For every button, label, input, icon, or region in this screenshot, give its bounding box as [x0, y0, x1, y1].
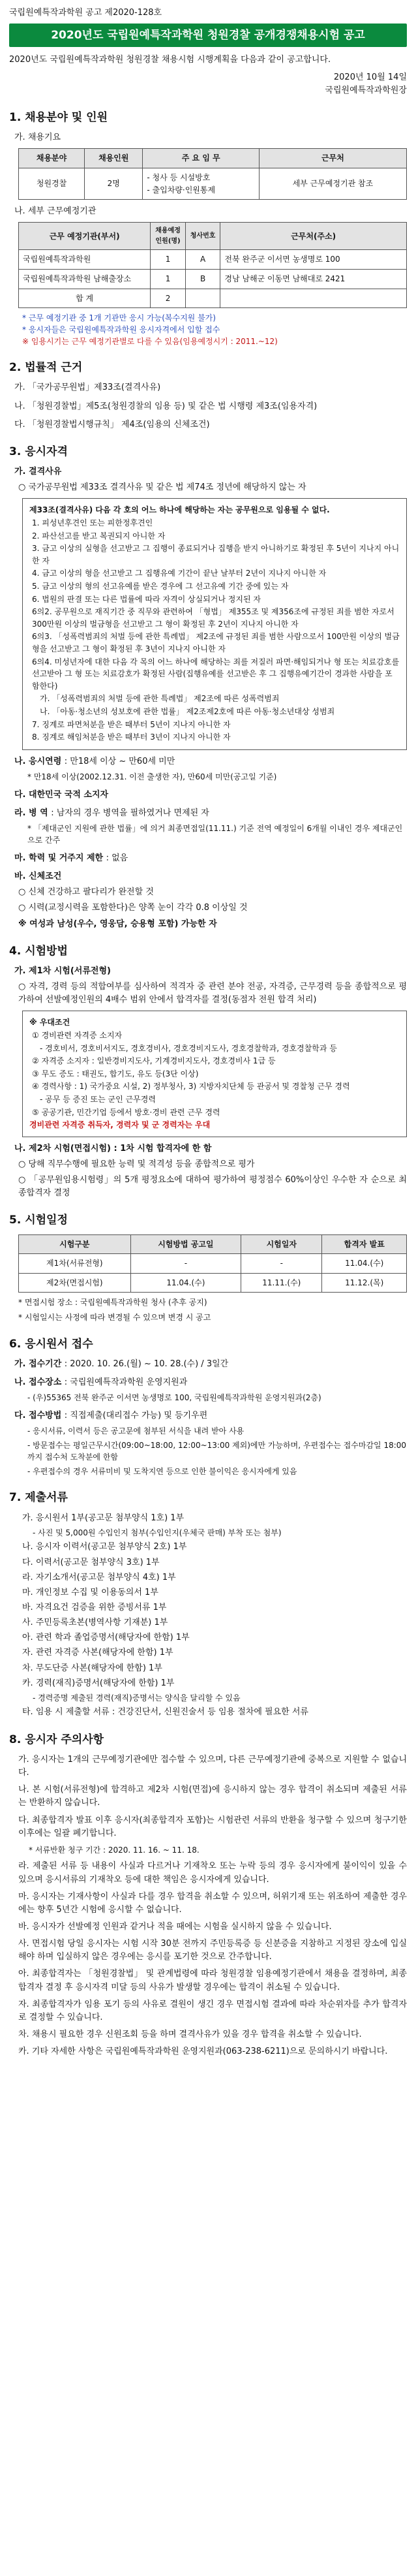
list-item: 아. 최종합격자는 「청원경찰법」 및 관계법령에 따라 청원경찰 임용예정기관에서 채용을 결정하며, 최종합격자 결정 후 응시자격 미달 등의 사유가 발생할 경우에는 합격이 취소될 수 있습니다.: [18, 1969, 407, 1992]
table-row: [19, 250, 407, 270]
list-item: 다. 최종합격자 발표 이후 응시자(최종합격자 포함)는 시험관련 서류의 반환을 청구할 수 있으며 청구기한 이후에는 일괄 폐기합니다.: [18, 1815, 407, 1838]
disqualification-box: [22, 498, 407, 749]
s3-ga-text: ○ 국가공무원법 제33조 결격사유 및 같은 법 제74조 정년에 해당하지 않는 자: [18, 482, 306, 493]
list-item: 6의2. 공무원으로 재직기간 중 직무와 관련하여 「형법」 제355조 및 제356조에 규정된 죄를 범한 자로서 300만원 이상의 벌금형을 선고받고 그 형이 확정된 후 2년이 지나지 아니한 자: [32, 607, 394, 629]
list-item: * 서류반환 청구 기간 : 2020. 11. 16. ~ 11. 18.: [29, 1845, 200, 1855]
legal-basis-item: 가. 「국가공무원법」제33조(결격사유): [14, 383, 161, 393]
table-cell: 2: [151, 289, 186, 308]
s3-ba-item: ○ 신체 건강하고 팔다리가 완전할 것: [18, 887, 154, 898]
s1-note: * 근무 예정기관 중 1개 기관만 응시 가능(복수지원 불가): [22, 313, 216, 323]
issuing-org: 국립원예특작과학원장: [325, 85, 407, 95]
table-row: [19, 1273, 407, 1293]
list-item: 6. 법원의 판결 또는 다른 법률에 따라 자격이 상실되거나 정지된 자: [32, 594, 261, 604]
s3-ba-note: ※ 여성과 남성(우수, 영웅담, 승용형 포함) 가능한 자: [18, 919, 217, 929]
s6-na-text: : 국립원예특작과학원 운영지원과: [64, 1377, 188, 1388]
duty-line: - 청사 등 시설방호: [147, 172, 211, 182]
table-cell: 제1차(서류전형): [19, 1254, 131, 1274]
list-item: ① 경비관련 자격증 소지자: [32, 1031, 123, 1041]
col-header: 채용분야: [19, 149, 85, 168]
section-5-title: 5. 시험일정: [9, 1214, 68, 1227]
s3-ra-text: : 남자의 경우 병역을 필하였거나 면제된 자: [51, 808, 209, 818]
list-item: 타. 임용 시 제출할 서류 : 건강진단서, 신원진술서 등 임용 절차에 필요한 서류: [22, 1707, 308, 1718]
table-cell: 11.04.(수): [322, 1254, 407, 1274]
table-cell: 11.12.(목): [322, 1273, 407, 1293]
list-item: - 공무 등 증진 또는 군인 근무경력: [40, 1095, 156, 1104]
s4-na-item: ○ 「공무원임용시험령」의 5개 평정요소에 대하여 평가하여 평정점수 60%이상인 우수한 자 순으로 최종합격자 결정: [18, 1175, 407, 1199]
col-header: 합격자 발표: [322, 1234, 407, 1254]
s6-da-label: 다. 접수방법: [14, 1410, 62, 1421]
notice-date: 2020년 10월 14일: [333, 72, 407, 82]
s4-ga-text: ○ 자격, 경력 등의 적합여부를 심사하여 적격자 중 관련 분야 전공, 자격증, 근무경력 등을 종합적으로 평가하여 선발예정인원의 4배수 범위 안에서 합격자를 결정(동점자 전원 합격 처리): [18, 982, 407, 1005]
list-item: 라. 제출된 서류 등 내용이 사실과 다르거나 기재착오 또는 누락 등의 경우 응시자에게 불이익이 있을 수 있으며 응시서류의 기재착오 등에 대한 책임은 응시자에게 있습니다.: [18, 1861, 407, 1885]
table-cell: [220, 289, 407, 308]
table-cell: 세부 근무예정기관 참조: [259, 168, 406, 199]
list-item: 6의3. 「성폭력범죄의 처벌 등에 관한 특례법」 제2조에 규정된 죄를 범한 사람으로서 100만원 이상의 벌금형을 선고받고 그 형이 확정된 후 3년이 지나지 아니한 자: [32, 632, 400, 654]
s4-na-item: ○ 당해 직무수행에 필요한 능력 및 적격성 등을 종합적으로 평가: [18, 1159, 255, 1169]
table-cell: 전북 완주군 이서면 농생명로 100: [220, 250, 407, 270]
section-8-title: 8. 응시자 주의사항: [9, 1733, 104, 1746]
section-4-title: 4. 시험방법: [9, 944, 68, 958]
s6-ga-label: 가. 접수기간: [14, 1359, 62, 1369]
intro-text: 2020년도 국립원예특작과학원 청원경찰 채용시험 시행계획을 다음과 같이 공고합니다.: [9, 55, 331, 65]
list-item: 나. 응시자 이력서(공고문 첨부양식 2호) 1부: [22, 1542, 187, 1552]
list-item: 라. 자기소개서(공고문 첨부양식 4호) 1부: [22, 1572, 176, 1582]
list-item: - 사진 및 5,000원 수입인지 첨부(수입인지(우체국 판매) 부착 또는 첨부): [33, 1528, 282, 1537]
schedule-table: [18, 1234, 407, 1293]
list-item: 6의4. 미성년자에 대한 다음 각 목의 어느 하나에 해당하는 죄를 저질러 파면·해임되거나 형 또는 치료감호를 선고받아 그 형 또는 치료감호가 확정된 사람(집행유예를 선고받은 후 그 집행유예기간이 경과한 사람을 포함한다): [32, 657, 400, 691]
list-item: 마. 응시자는 기재사항이 사실과 다를 경우 합격을 취소할 수 있으며, 허위기재 또는 위조하여 제출한 경우에는 향후 5년간 시험에 응시할 수 없습니다.: [18, 1891, 407, 1915]
workplace-table: [18, 222, 407, 308]
s6-na-label: 나. 접수장소: [14, 1377, 62, 1388]
list-item: 차. 채용시 필요한 경우 신원조회 등을 하며 결격사유가 있을 경우 합격을 취소할 수 있습니다.: [18, 2029, 362, 2039]
s3-ra-label: 라. 병 역: [14, 808, 48, 818]
list-item: 차. 무도단증 사본(해당자에 한함) 1부: [22, 1663, 162, 1673]
col-header: 채용인원: [85, 149, 143, 168]
col-header: 주 요 임 무: [143, 149, 260, 168]
table-cell: 청원경찰: [19, 168, 85, 199]
s6-da-text: : 직접제출(대리접수 가능) 및 등기우편: [64, 1410, 208, 1421]
list-item: 바. 응시자가 선발예정 인원과 같거나 적을 때에는 시험을 실시하지 않을 수 있습니다.: [18, 1921, 332, 1932]
table-cell: 제2차(면접시험): [19, 1273, 131, 1293]
table-row: [19, 269, 407, 289]
s6-ga-text: : 2020. 10. 26.(월) ~ 10. 28.(수) / 3일간: [64, 1359, 229, 1369]
s3-ga-label: 가. 결격사유: [14, 467, 62, 477]
list-item: ③ 무도 증도 : 태권도, 합기도, 유도 등(3단 이상): [32, 1069, 199, 1078]
list-item: ④ 경력사항 : 1) 국가중요 시설, 2) 정부청사, 3) 지방자치단체 등 관공서 및 경찰청 근무 경력: [32, 1082, 350, 1092]
col-header: 시험방법 공고일: [130, 1234, 241, 1254]
preference-box: [22, 1011, 407, 1137]
col-header: 근무처: [259, 149, 406, 168]
s4-na-text: : 1차 시험 합격자에 한 함: [113, 1143, 212, 1154]
col-header: 채용예정인원(명): [151, 223, 186, 250]
table-cell: 국립원예특작과학원 남해출장소: [19, 269, 151, 289]
s4-na-label: 나. 제2차 시험(면접시험): [14, 1143, 111, 1154]
col-header: 시험일자: [241, 1234, 322, 1254]
s3-ma-label: 마. 학력 및 거주지 제한: [14, 853, 104, 863]
caution-list: [18, 1753, 407, 2058]
list-item: 마. 개인정보 수집 및 이용동의서 1부: [22, 1587, 158, 1597]
s6-da-item: - 방문접수는 평일근무시간(09:00~18:00, 12:00~13:00 제외)에만 가능하며, 우편접수는 접수마감일 18:00까지 접수처 도착분에 한함: [27, 1440, 407, 1462]
list-item: 카. 경력(재직)증명서(해당자에 한함) 1부: [22, 1678, 175, 1688]
list-item: 8. 징계로 해임처분을 받은 때부터 3년이 지나지 아니한 자: [32, 732, 231, 742]
duty-line: - 출입차량·인원통제: [147, 185, 216, 195]
top-notice: 국립원예특작과학원 공고 제2020-128호: [9, 8, 162, 18]
table-cell: 11.11.(수): [241, 1273, 322, 1293]
s1-sub-a: 가. 채용기요: [14, 133, 61, 143]
section-7-title: 7. 제출서류: [9, 1491, 68, 1505]
list-item: 4. 금고 이상의 형을 선고받고 그 집행유예 기간이 끝난 날부터 2년이 지나지 아니한 자: [32, 569, 327, 578]
list-item: - 경력증명 제출된 경력(재직)증명서는 양식을 달리할 수 있음: [33, 1693, 241, 1703]
list-item: 1. 피성년후견인 또는 피한정후견인: [32, 518, 153, 528]
col-header: 청사번호: [185, 223, 220, 250]
s6-da-item: - 응시서류, 이력서 등은 공고문에 첨부된 서식을 내려 받아 사용: [27, 1426, 245, 1436]
list-item: 자. 관련 자격증 사본(해당자에 한함) 1부: [22, 1648, 173, 1658]
list-item: 가. 「성폭력범죄의 처벌 등에 관한 특례법」 제2조에 따른 성폭력범죄: [40, 694, 280, 704]
table-cell: 합 계: [19, 289, 151, 308]
table-cell: 1: [151, 250, 186, 270]
table-cell: 경남 남해군 이동면 남해대로 2421: [220, 269, 407, 289]
table-row: [19, 289, 407, 308]
s3-ma-text: : 없음: [106, 853, 128, 863]
list-item: 카. 기타 자세한 사항은 국립원예특작과학원 운영지원과(063-238-6211)으로 문의하시기 바랍니다.: [18, 2047, 388, 2057]
table-cell: 1: [151, 269, 186, 289]
recruitment-table: [18, 148, 407, 200]
list-item: 3. 금고 이상의 실형을 선고받고 그 집행이 종료되거나 집행을 받지 아니하기로 확정된 후 5년이 지나지 아니한 자: [32, 544, 400, 565]
box-title: ※ 우대조건: [29, 1018, 70, 1028]
list-item: 가. 응시자는 1개의 근무예정기관에만 접수할 수 있으며, 다른 근무예정기관에 중복으로 지원할 수 없습니다.: [18, 1754, 407, 1778]
s5-note: * 면접시험 장소 : 국립원예특작과학원 청사 (추후 공지): [18, 1298, 207, 1308]
section-1-title: 1. 채용분야 및 인원: [9, 110, 108, 124]
table-cell: [185, 289, 220, 308]
list-item: ⑤ 공공기관, 민간기업 등에서 방호·경비 관련 근무 경력: [32, 1107, 220, 1117]
table-cell: 11.04.(수): [130, 1273, 241, 1293]
section-3-title: 3. 응시자격: [9, 445, 68, 458]
s3-na-detail: * 만18세 이상(2002.12.31. 이전 출생한 자), 만60세 미만(공고일 기준): [27, 772, 277, 781]
list-item: 나. 본 시험(서류전형)에 합격하고 제2차 시험(면접)에 응시하지 않는 경우 합격이 취소되며 제출된 서류는 반환하지 않습니다.: [18, 1785, 407, 1808]
s3-da-label: 다. 대한민국 국적 소지자: [14, 789, 109, 800]
page-title-banner: 2020년도 국립원예특작과학원 청원경찰 공개경쟁채용시험 공고: [9, 24, 407, 47]
section-2-title: 2. 법률적 근거: [9, 361, 83, 375]
s3-ba-item: ○ 시력(교정시력을 포함한다)은 양쪽 눈이 각각 0.8 이상일 것: [18, 903, 248, 913]
table-cell: [143, 168, 260, 199]
list-item: 5. 금고 이상의 형의 선고유예를 받은 경우에 그 선고유예 기간 중에 있는 자: [32, 582, 289, 591]
col-header: 시험구분: [19, 1234, 131, 1254]
s3-na-label: 나. 응시연령: [14, 756, 62, 766]
s6-da-item: - 우편접수의 경우 서류미비 및 도착지연 등으로 인한 불이익은 응시자에게 있음: [27, 1466, 297, 1476]
s5-note: * 시험일시는 사정에 따라 변경될 수 있으며 변경 시 공고: [18, 1313, 211, 1323]
table-cell: B: [185, 269, 220, 289]
box-title: 제33조(결격사유) 다음 각 호의 어느 하나에 해당하는 자는 공무원으로 임용될 수 없다.: [29, 505, 330, 515]
s1-note-red: ※ 임용시기는 근무 예정기관별로 다를 수 있음(임용예정시기 : 2011.~12): [22, 337, 278, 347]
s4-ga-label: 가. 제1차 시험(서류전형): [14, 966, 111, 977]
list-item: 다. 이력서(공고문 첨부양식 3호) 1부: [22, 1557, 160, 1567]
legal-basis-item: 다. 「청원경찰법시행규칙」 제4조(임용의 신체조건): [14, 419, 210, 430]
s6-na-detail: - (우)55365 전북 완주군 이서면 농생명로 100, 국립원예특작과학원 운영지원과(2층): [27, 1393, 321, 1403]
list-item: 자. 최종합격자가 임용 포기 등의 사유로 결원이 생긴 경우 면접시험 결과에 따라 차순위자를 추가 합격자로 결정할 수 있습니다.: [18, 1999, 407, 2022]
table-cell: 2명: [85, 168, 143, 199]
s3-na-text: : 만18세 이상 ~ 만60세 미만: [64, 756, 175, 766]
legal-basis-item: 나. 「청원경찰법」제5조(청원경찰의 임용 등) 및 같은 법 시행령 제3조(임용자격): [14, 401, 318, 411]
list-item: 7. 징계로 파면처분을 받은 때부터 5년이 지나지 아니한 자: [32, 719, 231, 729]
s1-sub-b: 나. 세부 근무예정기관: [14, 206, 97, 217]
s3-ba-label: 바. 신체조건: [14, 872, 62, 882]
list-item: ② 자격증 소지자 : 일반경비지도사, 기계경비지도사, 경호경비사 1급 등: [32, 1056, 276, 1066]
list-item: 아. 관련 학과 졸업증명서(해당자에 한함) 1부: [22, 1633, 190, 1643]
list-item: 바. 자격요건 검증을 위한 증빙서류 1부: [22, 1603, 167, 1613]
table-row: [19, 168, 407, 199]
list-item: 사. 면접시험 당일 응시자는 시험 시작 30분 전까지 주민등록증 등 신분증을 지참하고 지정된 장소에 입실해야 하며 입실하지 않은 경우에는 응시를 포기한 것으로 간주합니다.: [18, 1939, 407, 1962]
col-header: 근무처(주소): [220, 223, 407, 250]
table-cell: A: [185, 250, 220, 270]
document-list: [22, 1512, 407, 1720]
section-6-title: 6. 응시원서 접수: [9, 1337, 93, 1351]
table-cell: -: [241, 1254, 322, 1274]
table-row: [19, 1254, 407, 1274]
list-item: 사. 주민등록초본(병역사항 기재분) 1부: [22, 1618, 168, 1628]
box-red-note: 경비관련 자격증 취득자, 경력자 및 군 경력자는 우대: [29, 1120, 211, 1130]
table-cell: -: [130, 1254, 241, 1274]
list-item: 나. 「아동·청소년의 성보호에 관한 법률」 제2조제2호에 따른 아동·청소년대상 성범죄: [40, 706, 335, 716]
s3-ra-detail: * 「제대군인 지원에 관한 법률」에 의거 최종면접일(11.11.) 기준 전역 예정일이 6개월 이내인 경우 제대군인으로 간주: [27, 823, 403, 845]
list-item: - 경호비서, 경호비서지도, 경호경비사, 경호경비지도사, 경호경찰학과, 경호경찰학과 등: [40, 1043, 337, 1053]
s1-note: * 응시자들은 국립원예특작과학원 응시자격에서 입할 접수: [22, 325, 220, 335]
list-item: 가. 응시원서 1부(공고문 첨부양식 1호) 1부: [22, 1513, 185, 1523]
col-header: 근무 예정기관(부서): [19, 223, 151, 250]
list-item: 2. 파산선고를 받고 복권되지 아니한 자: [32, 531, 166, 541]
table-cell: 국립원예특작과학원: [19, 250, 151, 270]
